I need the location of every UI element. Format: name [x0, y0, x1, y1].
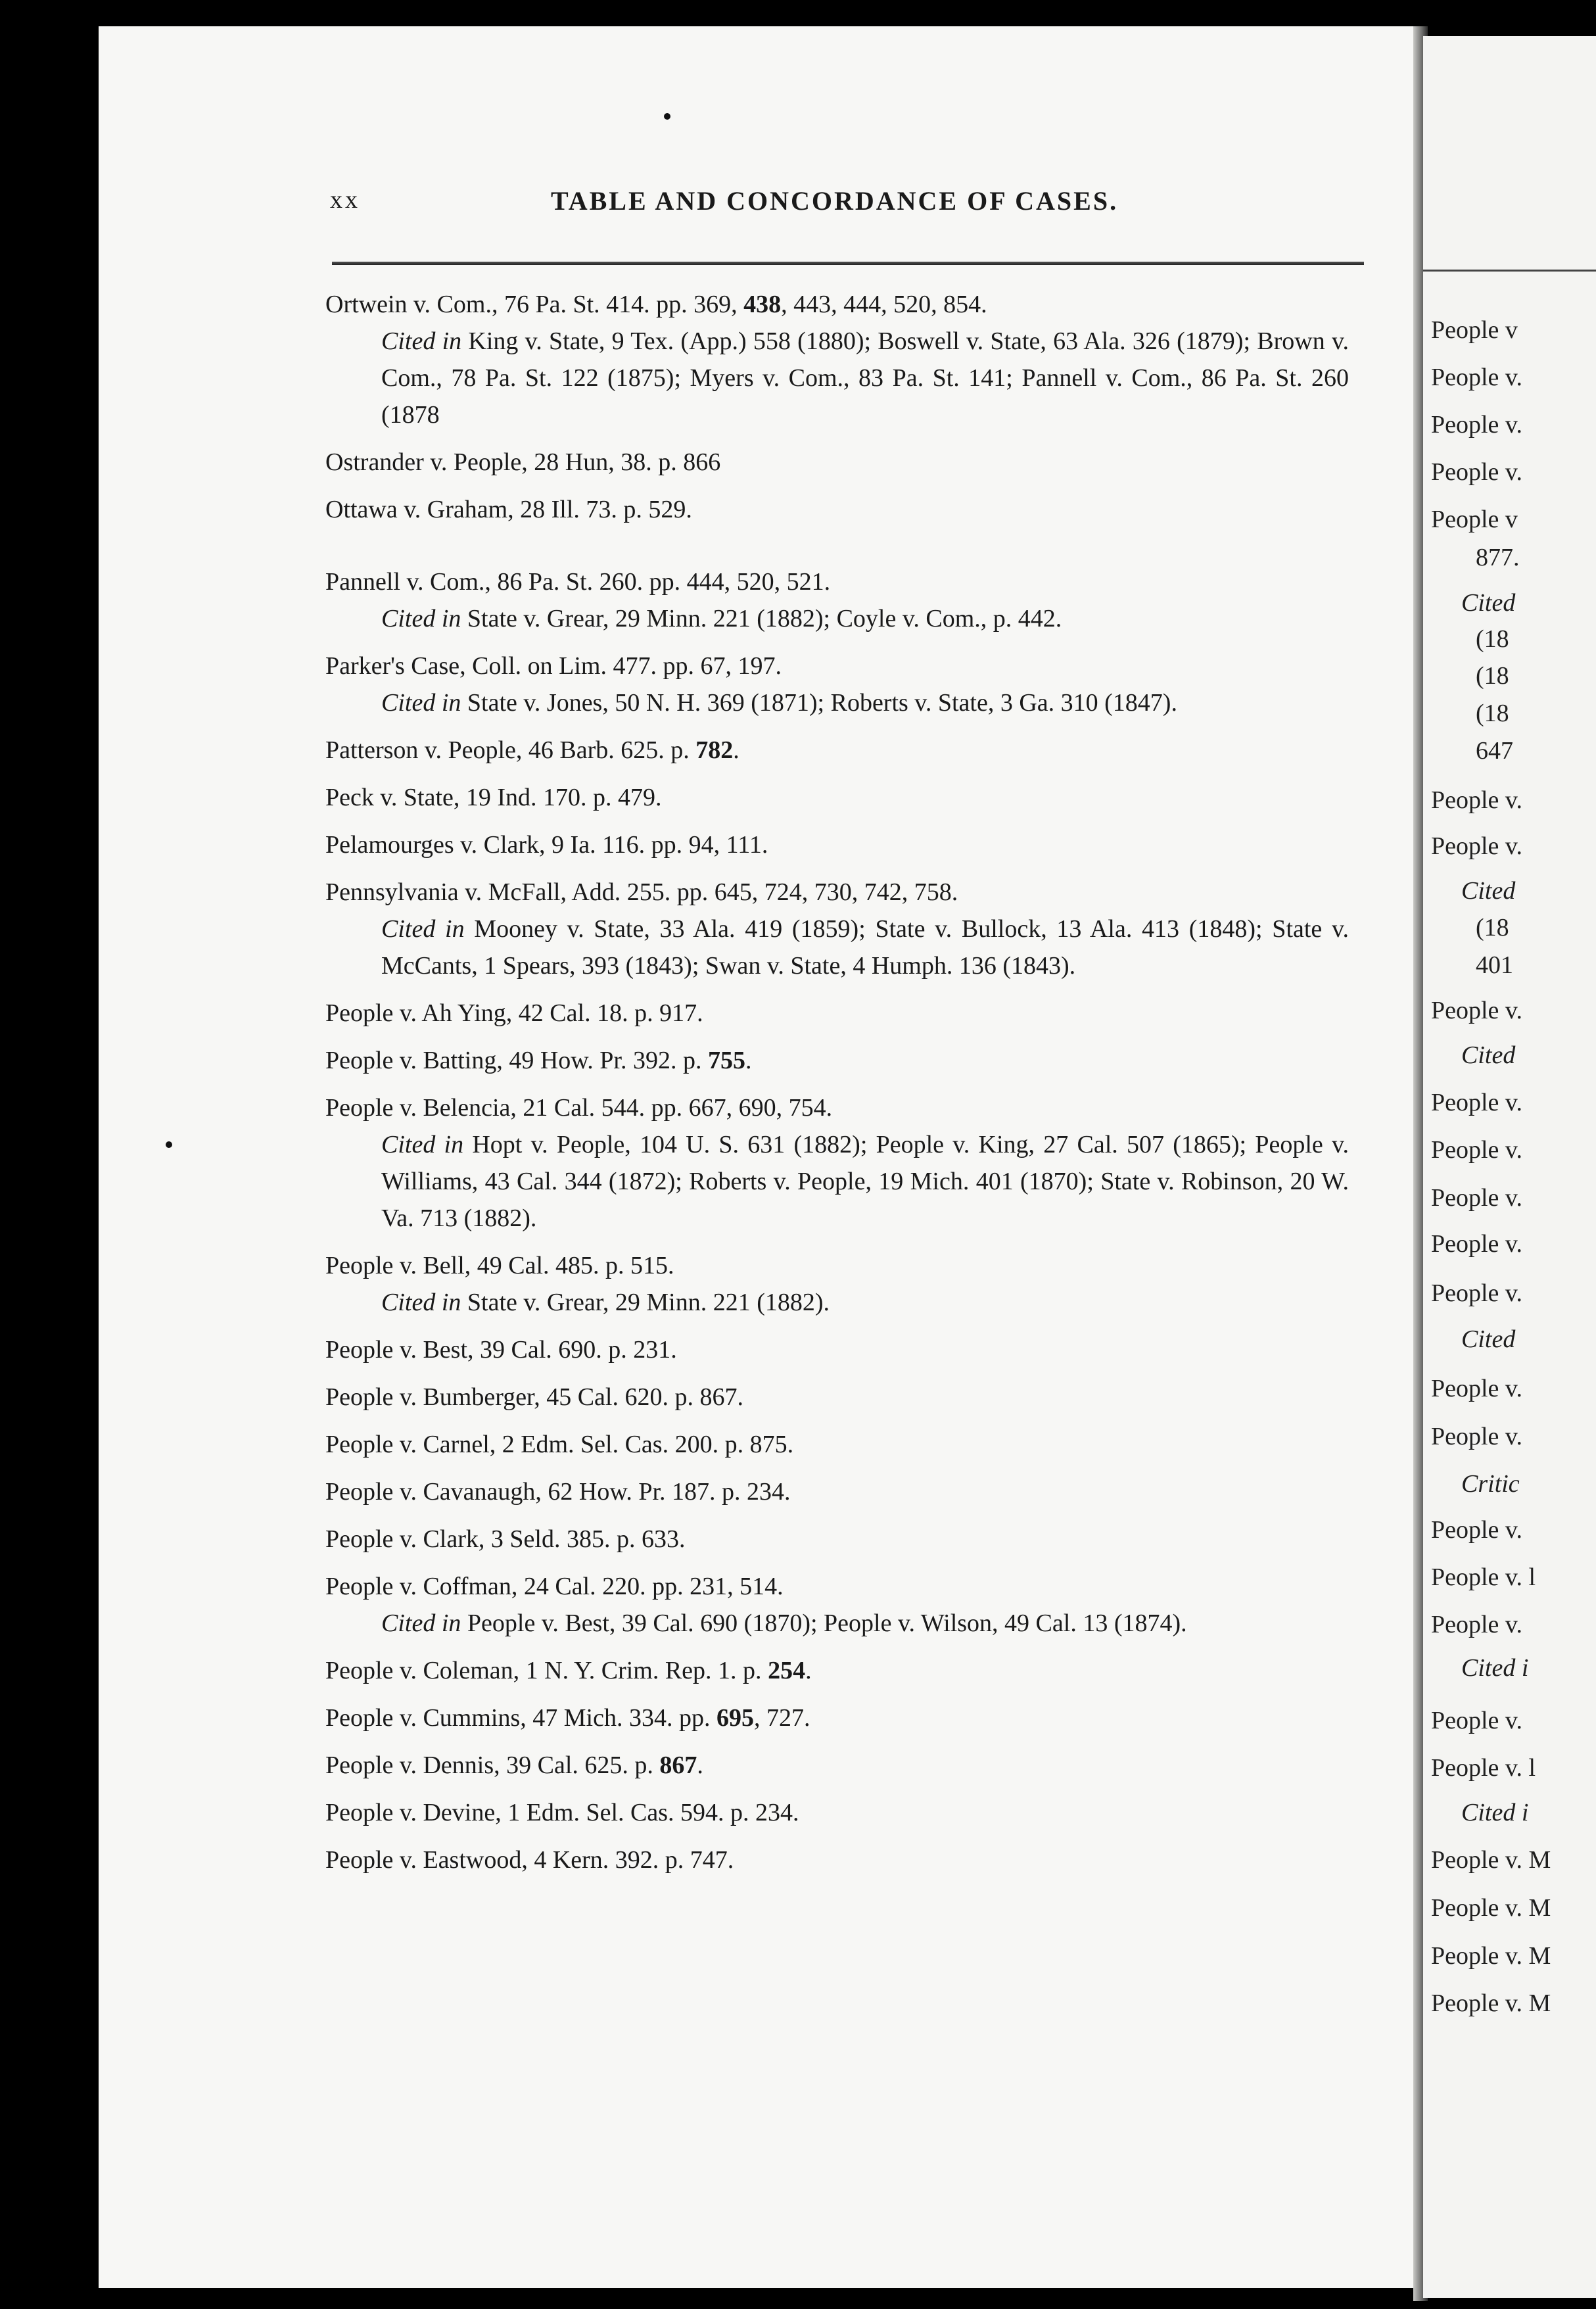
facing-page-fragment: (18 — [1476, 914, 1509, 941]
case-entry — [99, 826, 1413, 863]
case-citation-line — [99, 1331, 1413, 1368]
facing-page-fragment: People v. — [1431, 1279, 1522, 1307]
cited-in-block — [99, 911, 1413, 984]
page-speck — [664, 113, 670, 120]
page-header — [99, 172, 1413, 225]
principal-page-reference: 782 — [695, 736, 734, 764]
case-entry — [99, 1568, 1413, 1642]
facing-page-fragment: People v. — [1431, 1611, 1522, 1638]
cited-in-label: Cited in — [381, 915, 465, 943]
cited-in-text: Mooney v. State, 33 Ala. 419 (1859); State v. Bullock, 13 Ala. 413 (1848); State v. McCants, 1 Spears, 393 (1843); Swan v. State, 4 Humph. 136 (1843). — [381, 915, 1350, 980]
facing-page-fragment: 877. — [1476, 544, 1520, 571]
facing-page-fragment: People v. l — [1431, 1754, 1536, 1782]
case-citation-line — [99, 1247, 1413, 1284]
case-name: Ortwein v. Com., 76 Pa. St. 414. pp. 369, — [325, 291, 744, 318]
facing-page-fragment: People v. M — [1431, 1942, 1551, 1970]
facing-page-fragment: Cited — [1461, 877, 1516, 905]
case-entry — [99, 732, 1413, 769]
case-entry — [99, 1794, 1413, 1831]
case-entry — [99, 779, 1413, 816]
page-references: . — [733, 736, 739, 764]
facing-page-fragment: People v. — [1431, 1423, 1522, 1450]
facing-page-fragment: People v — [1431, 316, 1518, 344]
case-entry — [99, 1042, 1413, 1079]
cited-in-label: Cited in — [381, 327, 462, 355]
page-references: . — [697, 1751, 703, 1779]
facing-page-fragment: People v. — [1431, 1184, 1522, 1212]
principal-page-reference: 438 — [743, 291, 782, 318]
facing-page-fragment: People v. — [1431, 364, 1522, 391]
case-name: Pelamourges v. Clark, 9 Ia. 116. pp. 94, 111. — [325, 831, 768, 859]
cited-in-text: King v. State, 9 Tex. (App.) 558 (1880); Boswell v. State, 63 Ala. 326 (1879); Brown v. Com., 78 Pa. St. 122 (1875); Myers v. Com., 83 Pa. St. 141; Pannell v. Com., 86 Pa. St. 260 (1878 — [381, 327, 1349, 429]
facing-page-fragment: Cited — [1461, 1325, 1516, 1353]
case-citation-line — [99, 995, 1413, 1032]
facing-page-fragment: People v. — [1431, 786, 1522, 814]
facing-page-fragment: Cited i — [1461, 1799, 1529, 1826]
case-entries — [99, 286, 1413, 1889]
case-entry — [99, 286, 1413, 433]
facing-page-fragment: (18 — [1476, 700, 1509, 727]
facing-page-fragment: Critic — [1461, 1470, 1520, 1498]
case-name: People v. Cummins, 47 Mich. 334. pp. — [325, 1704, 716, 1732]
case-name: Parker's Case, Coll. on Lim. 477. pp. 67, 197. — [325, 652, 782, 680]
case-name: People v. Clark, 3 Seld. 385. p. 633. — [325, 1525, 686, 1553]
cited-in-text: State v. Grear, 29 Minn. 221 (1882). — [467, 1289, 830, 1316]
case-entry — [99, 1379, 1413, 1416]
page-references: . — [805, 1657, 812, 1684]
facing-page-fragment: People v. — [1431, 458, 1522, 486]
book-page — [99, 26, 1413, 2288]
cited-in-label: Cited in — [381, 605, 461, 632]
case-citation-line — [99, 1652, 1413, 1689]
page-references: , 727. — [753, 1704, 810, 1732]
case-entry — [99, 563, 1413, 637]
case-citation-line — [99, 1568, 1413, 1605]
case-entry — [99, 874, 1413, 984]
case-name: People v. Eastwood, 4 Kern. 392. p. 747. — [325, 1846, 734, 1874]
facing-page — [1423, 36, 1596, 2298]
cited-in-label: Cited in — [381, 1289, 461, 1316]
case-citation-line — [99, 826, 1413, 863]
case-citation-line — [99, 1521, 1413, 1558]
facing-page-rule — [1423, 270, 1596, 272]
case-citation-line — [99, 1842, 1413, 1878]
case-entry — [99, 491, 1413, 528]
cited-in-block — [99, 684, 1413, 721]
principal-page-reference: 254 — [768, 1657, 806, 1684]
cited-in-block — [99, 323, 1413, 433]
case-entry — [99, 1089, 1413, 1237]
facing-page-fragment: People v. M — [1431, 1894, 1551, 1922]
cited-in-block — [99, 600, 1413, 637]
case-name: Ottawa v. Graham, 28 Ill. 73. p. 529. — [325, 496, 692, 523]
case-name: People v. Carnel, 2 Edm. Sel. Cas. 200. p. 875. — [325, 1431, 794, 1458]
facing-page-fragment: 401 — [1476, 951, 1513, 979]
cited-in-text: People v. Best, 39 Cal. 690 (1870); People v. Wilson, 49 Cal. 13 (1874). — [467, 1609, 1187, 1637]
case-entry — [99, 1842, 1413, 1878]
cited-in-text: State v. Jones, 50 N. H. 369 (1871); Roberts v. State, 3 Ga. 310 (1847). — [467, 689, 1177, 717]
cited-in-label: Cited in — [381, 1131, 464, 1158]
principal-page-reference: 867 — [659, 1751, 697, 1779]
case-citation-line — [99, 444, 1413, 481]
facing-page-fragment: (18 — [1476, 625, 1509, 653]
facing-page-fragment: People v. l — [1431, 1563, 1536, 1591]
cited-in-block — [99, 1605, 1413, 1642]
facing-page-fragment: People v. — [1431, 1707, 1522, 1734]
case-entry — [99, 995, 1413, 1032]
principal-page-reference: 755 — [707, 1047, 745, 1074]
case-entry — [99, 1747, 1413, 1784]
header-rule — [332, 262, 1364, 265]
case-name: Pannell v. Com., 86 Pa. St. 260. pp. 444, 520, 521. — [325, 568, 831, 596]
case-name: People v. Belencia, 21 Cal. 544. pp. 667, 690, 754. — [325, 1094, 833, 1122]
case-name: People v. Dennis, 39 Cal. 625. p. — [325, 1751, 660, 1779]
case-citation-line — [99, 491, 1413, 528]
cited-in-block — [99, 1284, 1413, 1321]
page-speck — [166, 1141, 172, 1148]
case-citation-line — [99, 1426, 1413, 1463]
case-name: Pennsylvania v. McFall, Add. 255. pp. 645, 724, 730, 742, 758. — [325, 878, 958, 906]
case-entry — [99, 648, 1413, 721]
case-entry — [99, 444, 1413, 481]
cited-in-text: Hopt v. People, 104 U. S. 631 (1882); People v. King, 27 Cal. 507 (1865); People v. Williams, 43 Cal. 344 (1872); Roberts v. People, 19 Mich. 401 (1870); State v. Robinson, 20 W. Va. 713 (1882). — [381, 1131, 1350, 1232]
cited-in-label: Cited in — [381, 689, 461, 717]
case-citation-line — [99, 779, 1413, 816]
case-name: People v. Cavanaugh, 62 How. Pr. 187. p. 234. — [325, 1478, 791, 1506]
case-citation-line — [99, 286, 1413, 323]
case-entry — [99, 1331, 1413, 1368]
cited-in-label: Cited in — [381, 1609, 461, 1637]
case-citation-line — [99, 1042, 1413, 1079]
case-citation-line — [99, 874, 1413, 911]
case-name: Ostrander v. People, 28 Hun, 38. p. 866 — [325, 448, 721, 476]
case-citation-line — [99, 1700, 1413, 1736]
facing-page-fragment: People v. — [1431, 1230, 1522, 1258]
running-title: TABLE AND CONCORDANCE OF CASES. — [551, 186, 1119, 216]
facing-page-fragment: Cited — [1461, 1041, 1516, 1069]
case-citation-line — [99, 648, 1413, 684]
facing-page-fragment: People v. — [1431, 1375, 1522, 1402]
facing-page-fragment: People v. — [1431, 1136, 1522, 1164]
case-name: People v. Best, 39 Cal. 690. p. 231. — [325, 1336, 677, 1364]
facing-page-fragment: Cited i — [1461, 1654, 1529, 1682]
case-name: People v. Bumberger, 45 Cal. 620. p. 867. — [325, 1383, 743, 1411]
facing-page-fragment: People v. — [1431, 832, 1522, 860]
page-references: . — [745, 1047, 752, 1074]
facing-page-fragment: People v. — [1431, 1516, 1522, 1544]
page-references: , 443, 444, 520, 854. — [781, 291, 987, 318]
facing-page-fragment: (18 — [1476, 662, 1509, 690]
case-name: People v. Bell, 49 Cal. 485. p. 515. — [325, 1252, 674, 1279]
case-name: Peck v. State, 19 Ind. 170. p. 479. — [325, 784, 662, 811]
cited-in-text: State v. Grear, 29 Minn. 221 (1882); Coyle v. Com., p. 442. — [467, 605, 1062, 632]
facing-page-fragment: People v. — [1431, 997, 1522, 1024]
facing-page-fragment: People v. M — [1431, 1989, 1551, 2017]
case-citation-line — [99, 1747, 1413, 1784]
principal-page-reference: 695 — [716, 1704, 754, 1732]
case-entry — [99, 1700, 1413, 1736]
case-citation-line — [99, 1473, 1413, 1510]
facing-page-fragment: Cited — [1461, 589, 1516, 617]
case-name: People v. Coleman, 1 N. Y. Crim. Rep. 1. p. — [325, 1657, 768, 1684]
facing-page-fragment: People v. M — [1431, 1846, 1551, 1874]
case-entry — [99, 1652, 1413, 1689]
case-name: People v. Ah Ying, 42 Cal. 18. p. 917. — [325, 999, 703, 1027]
case-citation-line — [99, 732, 1413, 769]
case-citation-line — [99, 1794, 1413, 1831]
case-entry — [99, 1521, 1413, 1558]
case-name: Patterson v. People, 46 Barb. 625. p. — [325, 736, 696, 764]
facing-page-fragment: People v — [1431, 506, 1518, 533]
cited-in-block — [99, 1126, 1413, 1237]
case-entry — [99, 1247, 1413, 1321]
case-name: People v. Batting, 49 How. Pr. 392. p. — [325, 1047, 708, 1074]
facing-page-fragment: People v. — [1431, 1089, 1522, 1116]
case-entry — [99, 1426, 1413, 1463]
page-folio: xx — [330, 186, 360, 214]
case-name: People v. Coffman, 24 Cal. 220. pp. 231, 514. — [325, 1573, 784, 1600]
case-entry — [99, 1473, 1413, 1510]
facing-page-fragment: People v. — [1431, 411, 1522, 439]
case-citation-line — [99, 1089, 1413, 1126]
facing-page-fragment: 647 — [1476, 737, 1513, 765]
case-citation-line — [99, 563, 1413, 600]
case-name: People v. Devine, 1 Edm. Sel. Cas. 594. p. 234. — [325, 1799, 799, 1826]
case-citation-line — [99, 1379, 1413, 1416]
